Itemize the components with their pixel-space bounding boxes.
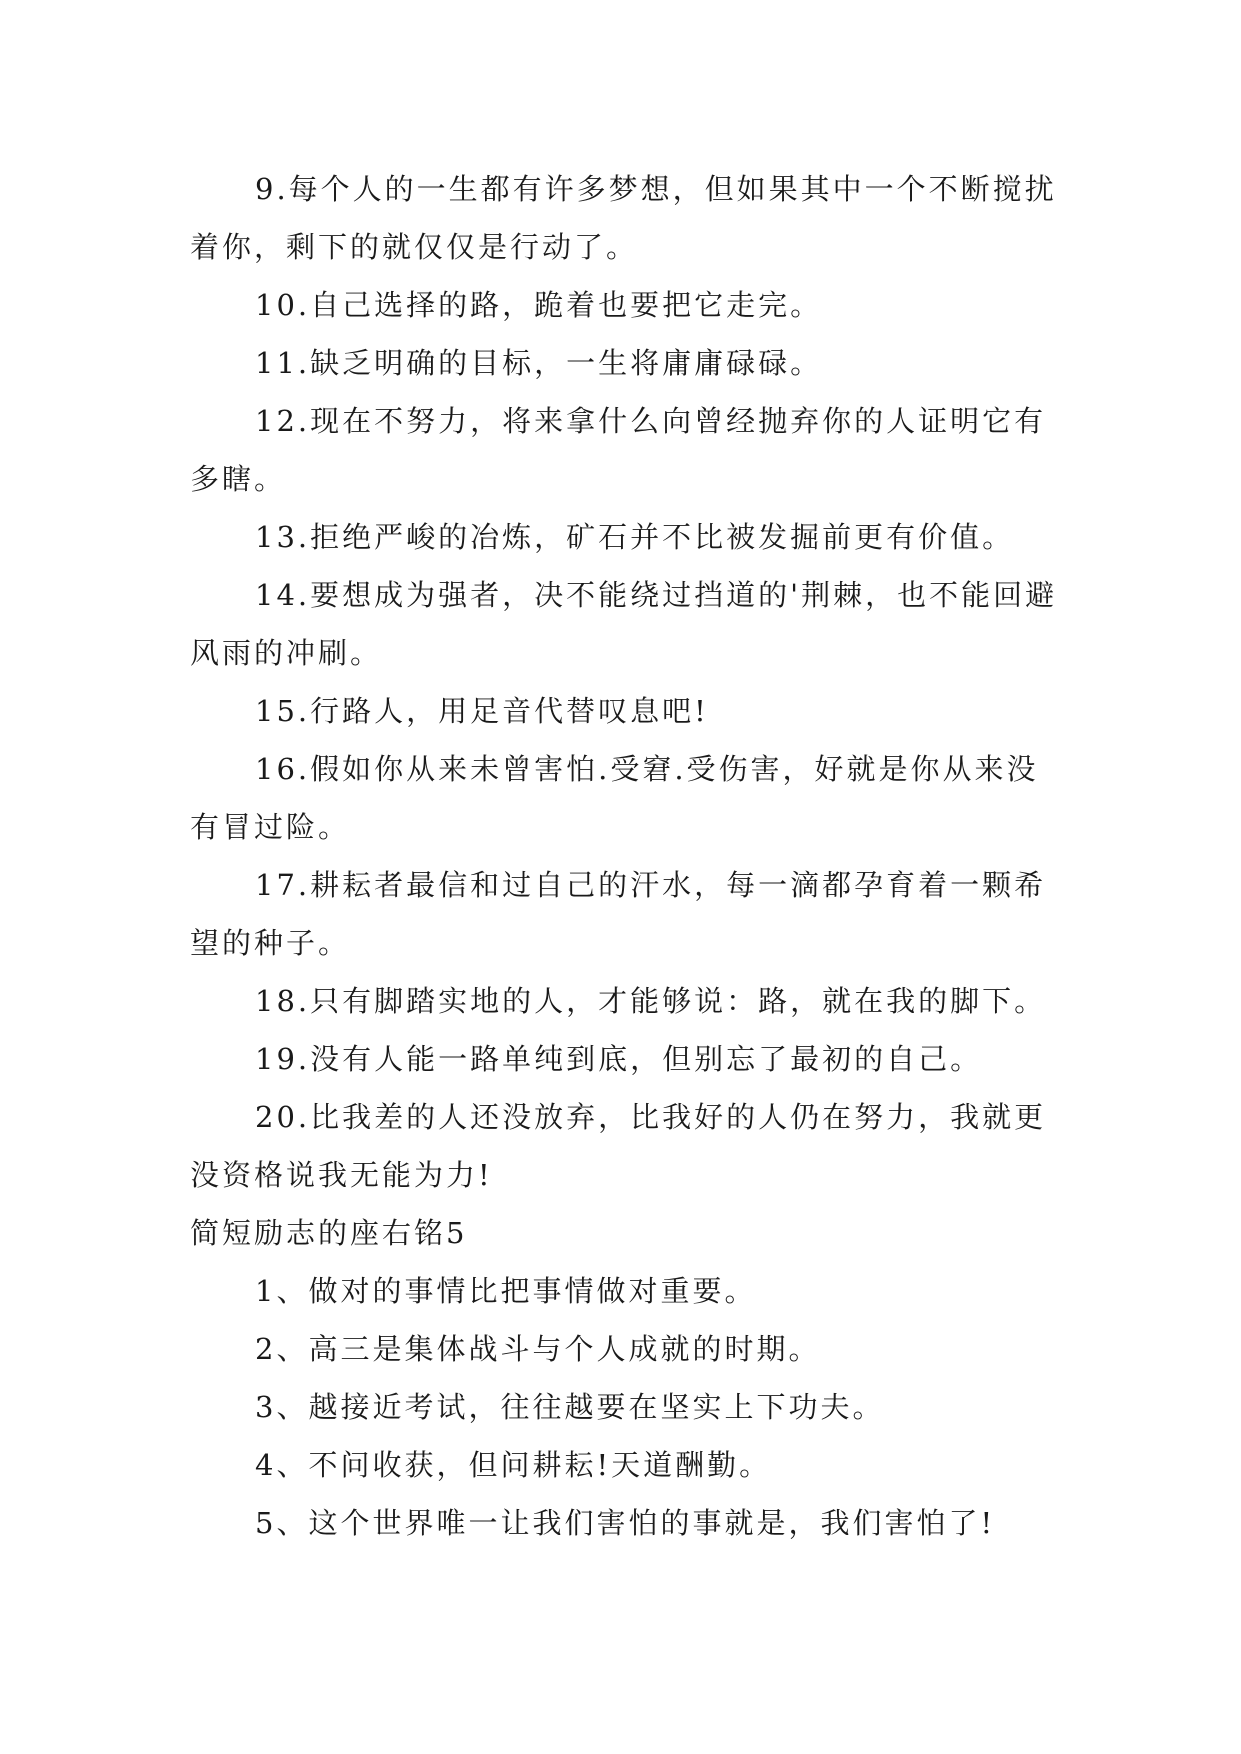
quote-paragraph: 16.假如你从来未曾害怕.受窘.受伤害，好就是你从来没有冒过险。 — [190, 752, 1039, 844]
quote-paragraph: 2、高三是集体战斗与个人成就的时期。 — [255, 1332, 821, 1366]
quote-paragraph: 13.拒绝严峻的冶炼，矿石并不比被发掘前更有价值。 — [255, 520, 1015, 554]
document-body — [190, 160, 1060, 1552]
quote-paragraph: 1、做对的事情比把事情做对重要。 — [255, 1274, 757, 1308]
quote-paragraph: 18.只有脚踏实地的人，才能够说：路，就在我的脚下。 — [255, 984, 1047, 1018]
quote-paragraph: 11.缺乏明确的目标，一生将庸庸碌碌。 — [255, 346, 823, 380]
quote-paragraph: 14.要想成为强者，决不能绕过挡道的'荆棘，也不能回避风雨的冲刷。 — [190, 578, 1058, 670]
quote-paragraph: 20.比我差的人还没放弃，比我好的人仍在努力，我就更没资格说我无能为力! — [190, 1100, 1047, 1192]
quote-paragraph: 17.耕耘者最信和过自己的汗水，每一滴都孕育着一颗希望的种子。 — [190, 868, 1047, 960]
quote-paragraph: 3、越接近考试，往往越要在坚实上下功夫。 — [255, 1390, 885, 1424]
quote-paragraph: 5、这个世界唯一让我们害怕的事就是，我们害怕了! — [255, 1506, 996, 1540]
quote-paragraph: 15.行路人，用足音代替叹息吧! — [255, 694, 709, 728]
quote-paragraph: 19.没有人能一路单纯到底，但别忘了最初的自己。 — [255, 1042, 983, 1076]
quote-paragraph: 10.自己选择的路，跪着也要把它走完。 — [255, 288, 823, 322]
quote-paragraph: 12.现在不努力，将来拿什么向曾经抛弃你的人证明它有多瞎。 — [190, 404, 1047, 496]
section-heading: 简短励志的座右铭5 — [190, 1216, 468, 1250]
quote-paragraph: 4、不问收获，但问耕耘!天道酬勤。 — [255, 1448, 772, 1482]
quote-paragraph: 9.每个人的一生都有许多梦想，但如果其中一个不断搅扰着你，剩下的就仅仅是行动了。 — [190, 172, 1057, 264]
